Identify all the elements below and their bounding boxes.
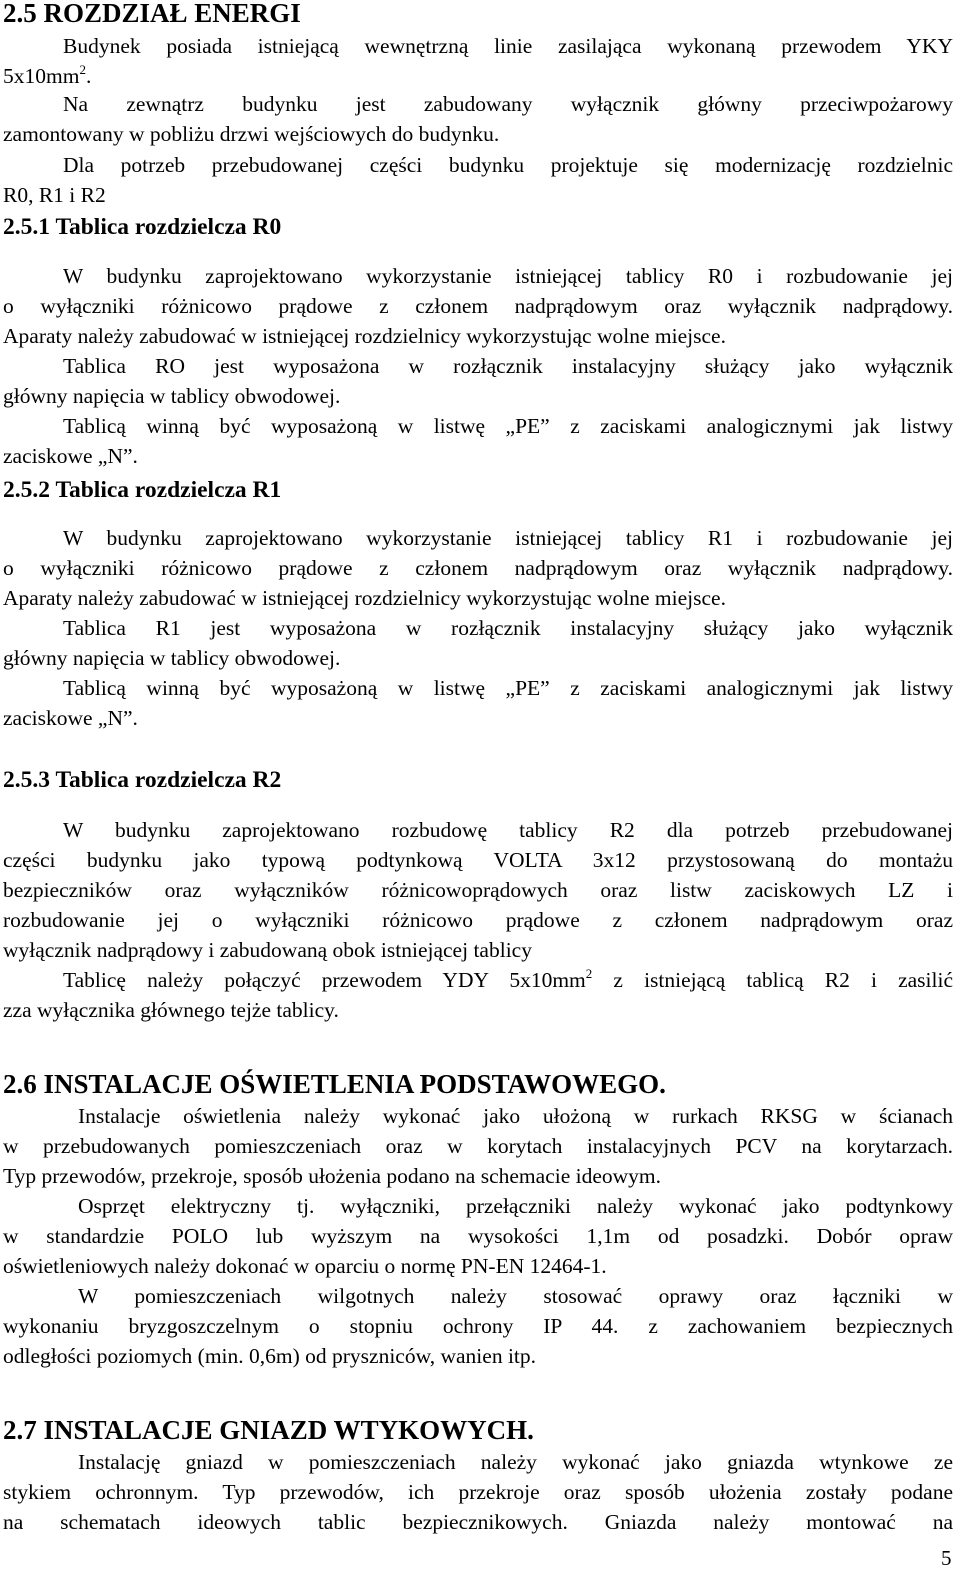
paragraph-line: Tablicą winną być wyposażoną w listwę „PE” z zaciskami analogicznymi jak listwy [63, 414, 953, 438]
paragraph-line: wykonaniu bryzgoszczelnym o stopniu ochrony IP 44. z zachowaniem bezpiecznych [3, 1314, 953, 1338]
paragraph-line: na schematach ideowych tablic bezpiecznikowych. Gniazda należy montować na [3, 1510, 953, 1534]
paragraph-line: zza wyłącznika głównego tejże tablicy. [3, 998, 339, 1022]
paragraph-line: stykiem ochronnym. Typ przewodów, ich przekroje oraz sposób ułożenia zostały podane [3, 1480, 953, 1504]
paragraph-line: Dla potrzeb przebudowanej części budynku projektuje się modernizację rozdzielnic [63, 153, 953, 177]
paragraph-line: Tablica RO jest wyposażona w rozłącznik instalacyjny służący jako wyłącznik [63, 354, 953, 378]
paragraph-line: Aparaty należy zabudować w istniejącej rozdzielnicy wykorzystując wolne miejsce. [3, 586, 726, 610]
text-span: z istniejącą tablicą R2 i zasilić [592, 968, 953, 992]
paragraph-line: zaciskowe „N”. [3, 706, 138, 730]
superscript: 2 [79, 62, 86, 77]
paragraph-line: Aparaty należy zabudować w istniejącej rozdzielnicy wykorzystując wolne miejsce. [3, 324, 726, 348]
paragraph-line: Tablica R1 jest wyposażona w rozłącznik instalacyjny służący jako wyłącznik [63, 616, 953, 640]
paragraph-line [3, 61, 953, 91]
paragraph-line: W pomieszczeniach wilgotnych należy stosować oprawy oraz łączniki w [78, 1284, 953, 1308]
text-span: Tablicę należy połączyć przewodem YDY 5x10mm [63, 968, 586, 992]
section-2-5-2-heading: 2.5.2 Tablica rozdzielcza R1 [3, 477, 282, 503]
paragraph-line: w standardzie POLO lub wyższym na wysokości 1,1m od posadzki. Dobór opraw [3, 1224, 953, 1248]
paragraph-line: o wyłączniki różnicowo prądowe z członem nadprądowym oraz wyłącznik nadprądowy. [3, 294, 953, 318]
paragraph-line: zamontowany w pobliżu drzwi wejściowych do budynku. [3, 122, 500, 146]
paragraph-line: rozbudowanie jej o wyłączniki różnicowo prądowe z członem nadprądowym oraz [3, 908, 953, 932]
paragraph-line: W budynku zaprojektowano rozbudowę tablicy R2 dla potrzeb przebudowanej [63, 818, 953, 842]
paragraph-line: Tablicą winną być wyposażoną w listwę „PE” z zaciskami analogicznymi jak listwy [63, 676, 953, 700]
superscript: 2 [585, 966, 593, 981]
paragraph-line: Typ przewodów, przekroje, sposób ułożenia podano na schemacie ideowym. [3, 1164, 662, 1188]
section-2-5-heading: 2.5 ROZDZIAŁ ENERGI [3, 0, 301, 28]
paragraph-line: Instalację gniazd w pomieszczeniach należy wykonać jako gniazda wtynkowe ze [78, 1450, 953, 1474]
paragraph-line: części budynku jako typową podtynkową VOLTA 3x12 przystosowaną do montażu [3, 848, 953, 872]
text-span: . [85, 64, 92, 88]
section-2-5-3-heading: 2.5.3 Tablica rozdzielcza R2 [3, 767, 282, 793]
section-2-5-1-heading: 2.5.1 Tablica rozdzielcza R0 [3, 214, 282, 240]
paragraph-line: o wyłączniki różnicowo prądowe z członem nadprądowym oraz wyłącznik nadprądowy. [3, 556, 953, 580]
paragraph-line: odległości poziomych (min. 0,6m) od pryszniców, wanien itp. [3, 1344, 537, 1368]
paragraph-line: bezpieczników oraz wyłączników różnicowoprądowych oraz listw zaciskowych LZ i [3, 878, 953, 902]
paragraph-line: W budynku zaprojektowano wykorzystanie istniejącej tablicy R1 i rozbudowanie jej [63, 526, 953, 550]
paragraph-line: Na zewnątrz budynku jest zabudowany wyłącznik główny przeciwpożarowy [63, 92, 953, 116]
paragraph-line: oświetleniowych należy dokonać w oparciu o normę PN-EN 12464-1. [3, 1254, 607, 1278]
text-span: 5x10mm [3, 64, 80, 88]
paragraph-line: zaciskowe „N”. [3, 444, 138, 468]
paragraph-line: W budynku zaprojektowano wykorzystanie istniejącej tablicy R0 i rozbudowanie jej [63, 264, 953, 288]
paragraph-line: Osprzęt elektryczny tj. wyłączniki, przełączniki należy wykonać jako podtynkowy [78, 1194, 953, 1218]
paragraph-line: główny napięcia w tablicy obwodowej. [3, 384, 341, 408]
paragraph-line: główny napięcia w tablicy obwodowej. [3, 646, 341, 670]
page-number: 5 [941, 1546, 952, 1570]
paragraph-line: R0, R1 i R2 [3, 183, 106, 207]
paragraph-line: Budynek posiada istniejącą wewnętrzną linie zasilająca wykonaną przewodem YKY [63, 34, 953, 58]
paragraph-line: wyłącznik nadprądowy i zabudowaną obok istniejącej tablicy [3, 938, 532, 962]
section-2-7-heading: 2.7 INSTALACJE GNIAZD WTYKOWYCH. [3, 1415, 534, 1445]
paragraph-line [3, 965, 953, 995]
paragraph-line: w przebudowanych pomieszczeniach oraz w korytach instalacyjnych PCV na korytarzach. [3, 1134, 953, 1158]
paragraph-line: Instalacje oświetlenia należy wykonać jako ułożoną w rurkach RKSG w ścianach [78, 1104, 953, 1128]
document-page [3, 0, 953, 1574]
section-2-6-heading: 2.6 INSTALACJE OŚWIETLENIA PODSTAWOWEGO. [3, 1069, 666, 1099]
